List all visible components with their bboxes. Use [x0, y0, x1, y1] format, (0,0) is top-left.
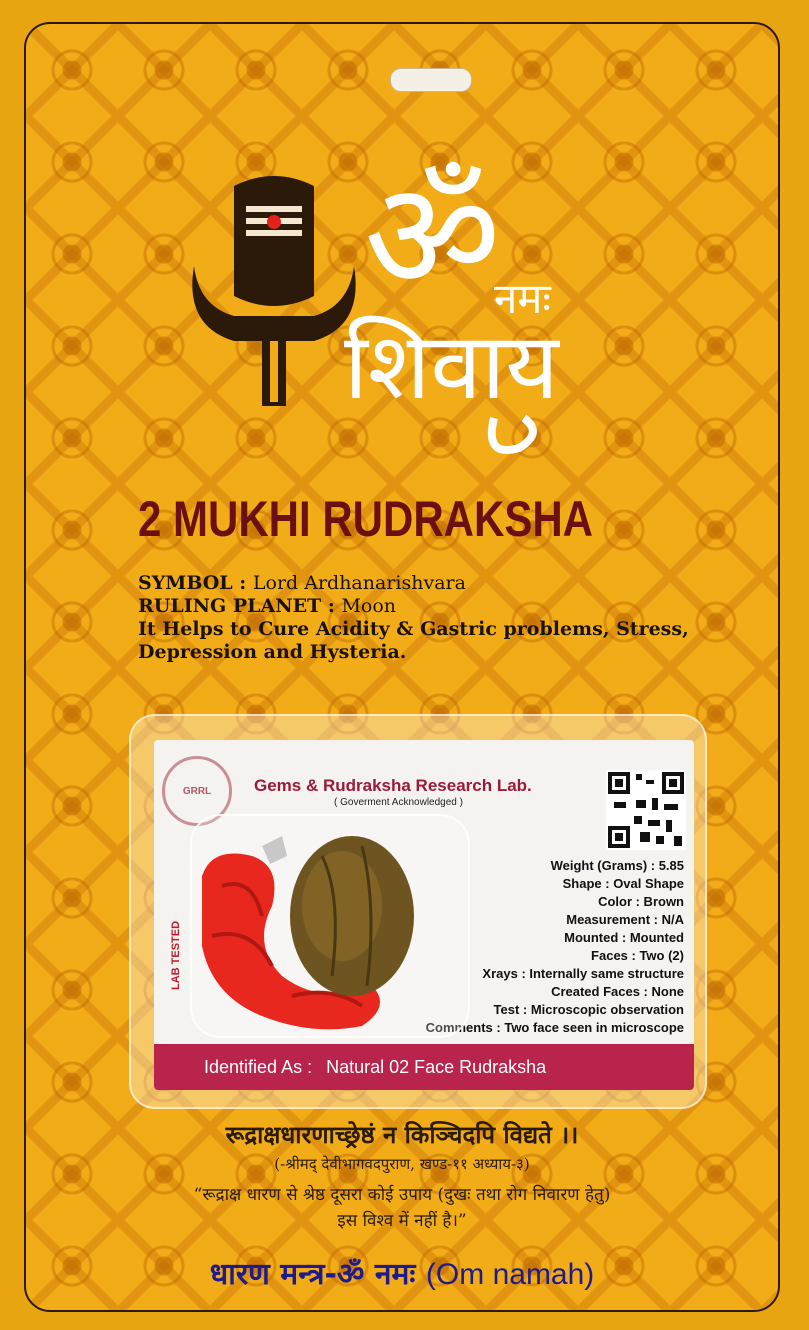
lab-subtitle: ( Goverment Acknowledged )	[334, 797, 463, 808]
shloka-line-1: रूद्राक्षधारणाच्छ्रेष्ठं न किञ्चिदपि विद्यते ।।	[225, 1120, 579, 1149]
shloka-meaning-2: इस विश्व में नहीं है।”	[337, 1211, 467, 1231]
product-info	[138, 572, 718, 664]
spec-xrays: Xrays : Internally same structure	[482, 966, 684, 981]
symbol-value: Lord Ardhanarishvara	[252, 572, 466, 594]
mantra-line	[26, 1252, 778, 1293]
symbol-line	[138, 572, 718, 595]
lab-tested-label: LAB TESTED	[170, 920, 182, 990]
planet-line	[138, 595, 718, 618]
namah-glyph: नमः	[494, 274, 551, 323]
spec-weight: Weight (Grams) : 5.85	[550, 858, 684, 873]
spec-test: Test : Microscopic observation	[493, 1002, 684, 1017]
planet-label: RULING PLANET :	[138, 595, 342, 617]
qr-code-icon	[606, 770, 686, 850]
spec-shape: Shape : Oval Shape	[562, 876, 684, 891]
rudraksha-bead-icon	[192, 816, 468, 1036]
spec-faces: Faces : Two (2)	[591, 948, 684, 963]
om-namah-shivaya-calligraphy	[344, 128, 664, 468]
mantra-latin: (Om namah)	[425, 1258, 595, 1291]
hang-hole	[390, 68, 472, 92]
identified-value: Natural 02 Face Rudraksha	[326, 1056, 547, 1077]
shloka-meaning-1: “रूद्राक्ष धारण से श्रेष्ठ दूसरा कोई उपाय (दुखः तथा रोग निवारण हेतु)	[193, 1185, 611, 1205]
spec-mounted: Mounted : Mounted	[564, 930, 684, 945]
lab-seal-icon: GRRL	[162, 756, 232, 826]
benefit-line-2: Depression and Hysteria.	[138, 641, 407, 663]
spec-color: Color : Brown	[598, 894, 684, 909]
product-title: 2 MUKHI RUDRAKSHA	[138, 491, 594, 547]
om-glyph: ॐ	[364, 150, 501, 324]
shloka-reference: (-श्रीमद् देवीभागवदपुराण, खण्ड-११ अध्याय-३)	[274, 1155, 530, 1173]
rudraksha-bead-pouch	[190, 814, 470, 1038]
identified-label: Identified As :	[204, 1056, 313, 1077]
spec-comments: Comments : Two face seen in microscope	[425, 1020, 684, 1035]
lab-name: Gems & Rudraksha Research Lab.	[254, 776, 532, 795]
mantra-devanagari: धारण मन्त्र-ॐ नमः	[209, 1257, 426, 1292]
benefit-line-1: It Helps to Cure Acidity & Gastric problems, Stress,	[138, 618, 689, 640]
spec-created-faces: Created Faces : None	[551, 984, 684, 999]
identified-bar	[154, 1044, 694, 1090]
product-card	[24, 22, 780, 1312]
symbol-label: SYMBOL :	[138, 572, 253, 594]
spec-measurement: Measurement : N/A	[566, 912, 684, 927]
planet-value: Moon	[341, 595, 397, 617]
shivaya-glyph: शिवाय	[344, 313, 559, 420]
